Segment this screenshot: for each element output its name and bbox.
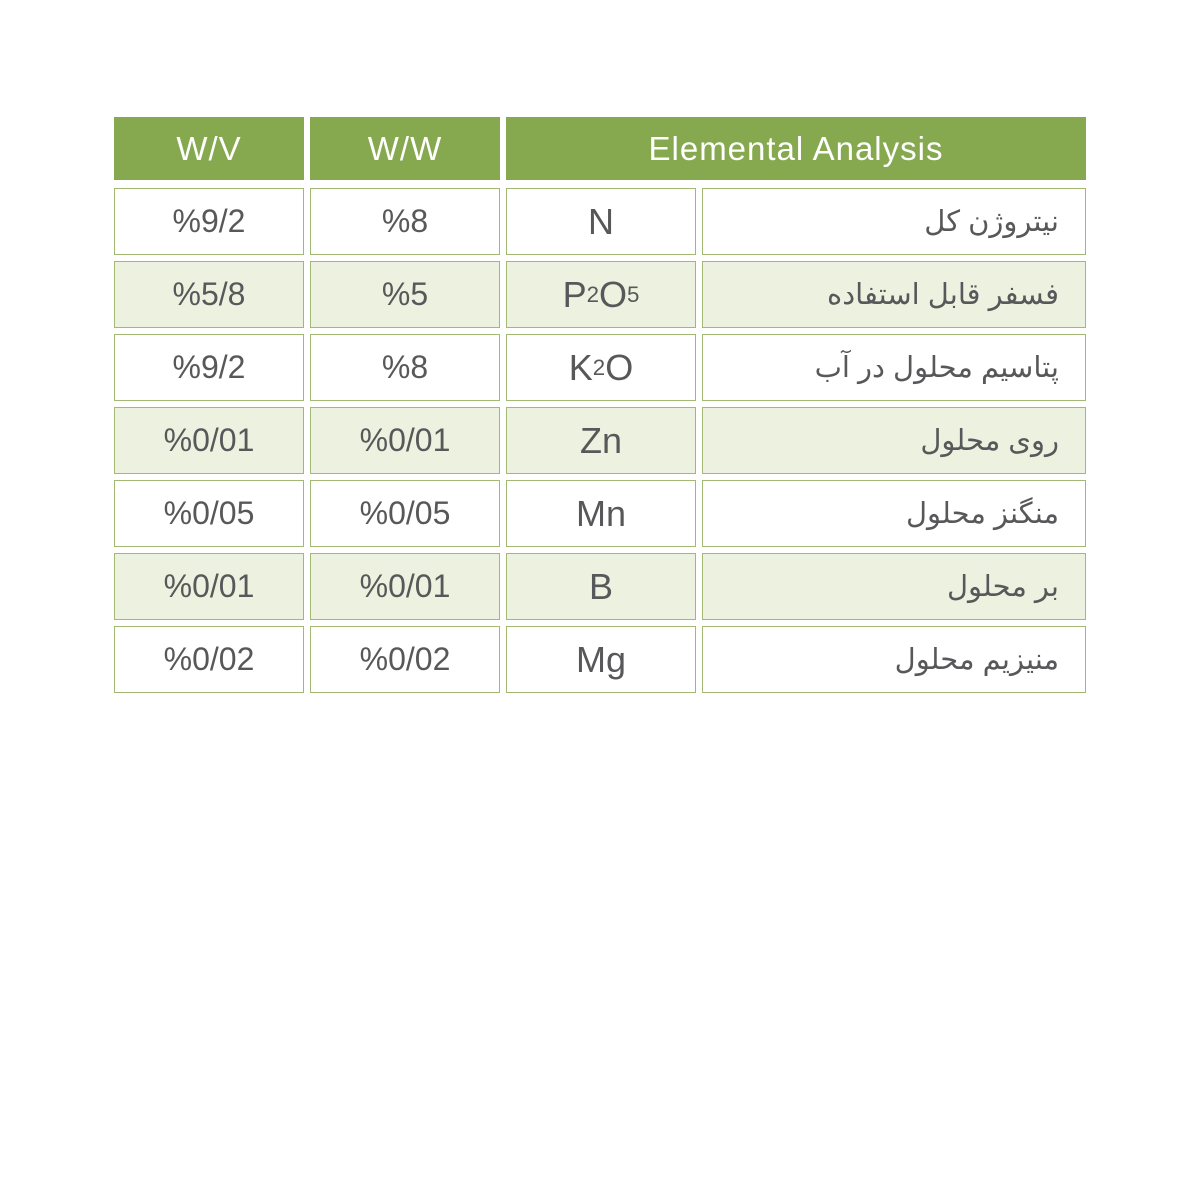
table-row — [114, 261, 1086, 328]
element-name-fa: فسفر قابل استفاده — [702, 261, 1086, 328]
ww-value: %0/01 — [310, 407, 500, 474]
wv-value: %0/01 — [114, 407, 304, 474]
wv-value: %0/05 — [114, 480, 304, 547]
element-name-fa: منیزیم محلول — [702, 626, 1086, 693]
table-row — [114, 407, 1086, 474]
ww-value: %5 — [310, 261, 500, 328]
wv-value: %0/02 — [114, 626, 304, 693]
elemental-analysis-table — [114, 117, 1086, 699]
wv-value: %9/2 — [114, 334, 304, 401]
table-row — [114, 626, 1086, 693]
element-symbol: B — [506, 553, 696, 620]
ww-value: %0/01 — [310, 553, 500, 620]
wv-value: %5/8 — [114, 261, 304, 328]
element-name-fa: منگنز محلول — [702, 480, 1086, 547]
ww-value: %0/05 — [310, 480, 500, 547]
table-row — [114, 480, 1086, 547]
header-wv: W/V — [114, 117, 304, 180]
element-name-fa: پتاسیم محلول در آب — [702, 334, 1086, 401]
element-symbol: Zn — [506, 407, 696, 474]
element-symbol: N — [506, 188, 696, 255]
table-header-row — [114, 117, 1086, 180]
element-name-fa: بر محلول — [702, 553, 1086, 620]
table-row — [114, 334, 1086, 401]
ww-value: %8 — [310, 334, 500, 401]
element-symbol: P 2 O 5 — [506, 261, 696, 328]
ww-value: %8 — [310, 188, 500, 255]
header-ww: W/W — [310, 117, 500, 180]
table-row — [114, 553, 1086, 620]
element-symbol: Mn — [506, 480, 696, 547]
header-elemental-analysis: Elemental Analysis — [506, 117, 1086, 180]
wv-value: %0/01 — [114, 553, 304, 620]
ww-value: %0/02 — [310, 626, 500, 693]
element-name-fa: روی محلول — [702, 407, 1086, 474]
table-row — [114, 188, 1086, 255]
element-name-fa: نیتروژن کل — [702, 188, 1086, 255]
element-symbol: Mg — [506, 626, 696, 693]
element-symbol: K 2 O — [506, 334, 696, 401]
wv-value: %9/2 — [114, 188, 304, 255]
